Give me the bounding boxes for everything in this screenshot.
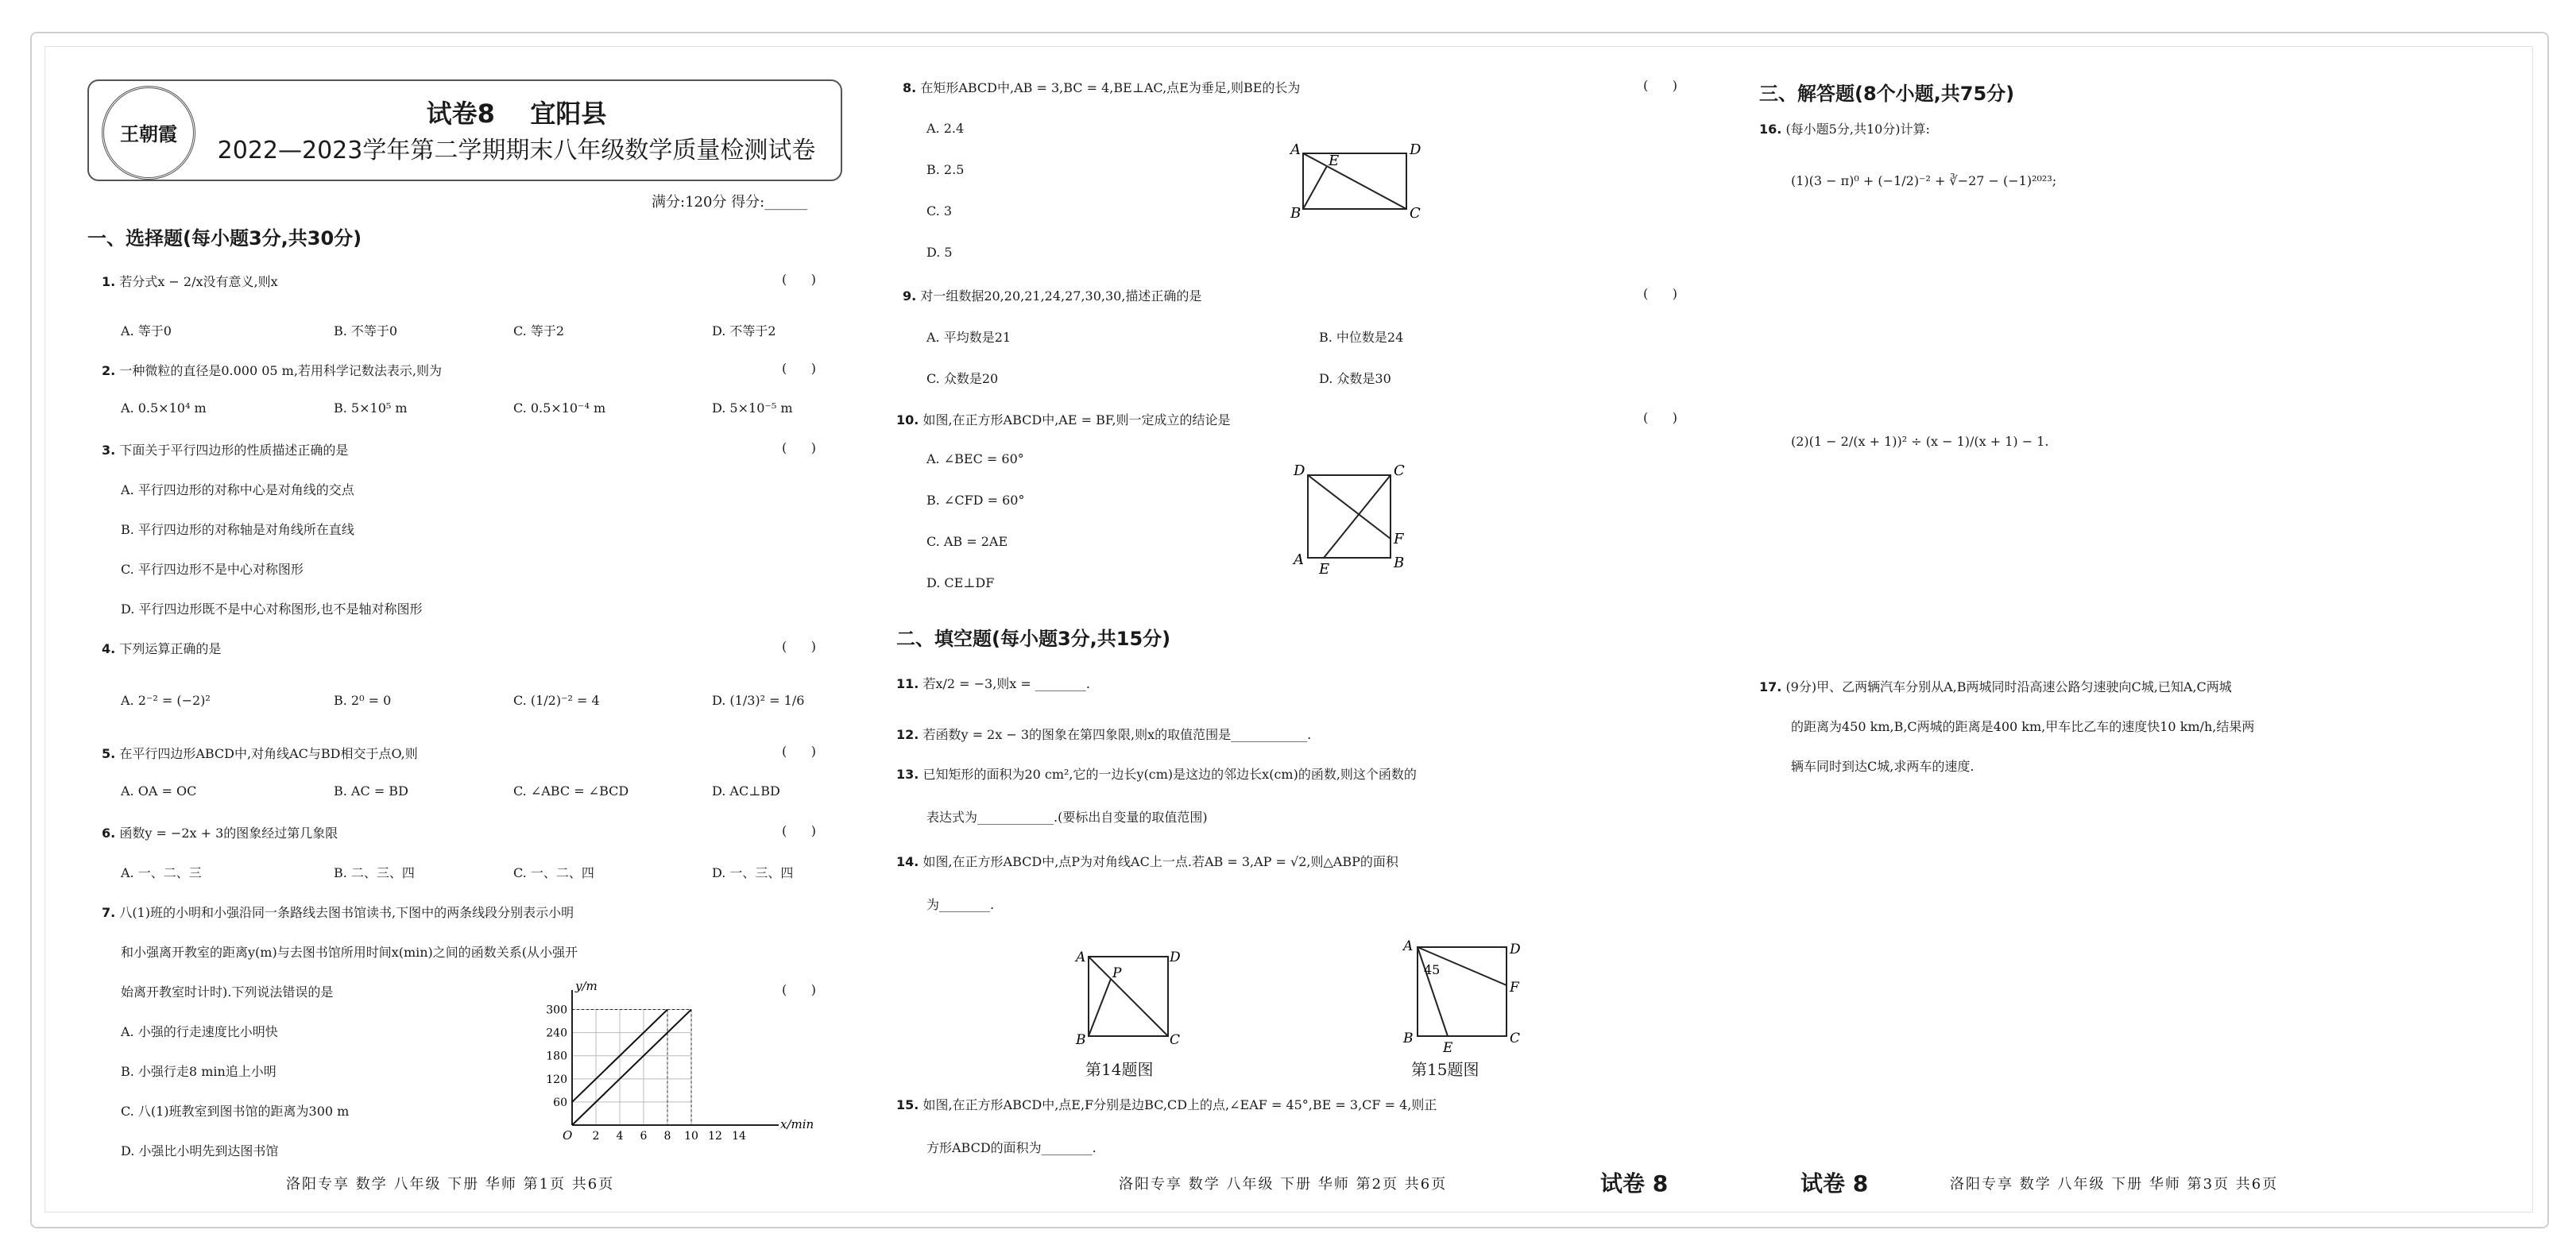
fig14-caption: 第14题图	[1085, 1060, 1154, 1079]
q6-option-c: C. 一、二、四	[513, 865, 594, 880]
q14-square-figure	[1073, 944, 1184, 1047]
chart-x-tick-label: 2	[592, 1130, 600, 1143]
q1-option-a: A. 等于0	[121, 323, 172, 338]
q16-part-1: (1)(3 − π)⁰ + (−1/2)⁻² + ∛−27 − (−1)²⁰²³;	[1791, 173, 2057, 188]
q7-answer-paren: ( )	[782, 982, 816, 997]
q7-distance-time-chart	[540, 979, 814, 1143]
q1-option-c: C. 等于2	[513, 323, 565, 338]
q12-text: 12. 若函数y = 2x − 3的图象在第四象限,则x的取值范围是____________.	[896, 727, 1312, 742]
page-inner-border	[44, 46, 2533, 1213]
chart-x-axis-label: x/min	[780, 1117, 814, 1131]
q14-label-c: C	[1170, 1032, 1181, 1048]
q15-label-d: D	[1510, 942, 1521, 957]
q2-option-a: A. 0.5×10⁴ m	[121, 400, 207, 416]
q2-answer-paren: ( )	[782, 361, 816, 376]
q4-option-a: A. 2⁻² = (−2)²	[121, 693, 211, 708]
q10-label-f: F	[1394, 531, 1404, 547]
q17-line-1: 17. (9分)甲、乙两辆汽车分别从A,B两城同时沿高速公路匀速驶向C城,已知A,C两城	[1759, 679, 2232, 694]
q15-square-figure	[1400, 934, 1527, 1054]
chart-y-axis-label: y/m	[575, 979, 598, 993]
q16-intro: 16. (每小题5分,共10分)计算:	[1759, 122, 1930, 137]
q4-option-b: B. 2⁰ = 0	[334, 693, 392, 708]
q5-option-b: B. AC = BD	[334, 783, 408, 799]
q2-option-d: D. 5×10⁻⁵ m	[712, 400, 793, 416]
page-1-footer: 洛阳专享 数学 八年级 下册 华师 第1页 共6页	[286, 1176, 615, 1193]
q11-text: 11. 若x/2 = −3,则x = ________.	[896, 676, 1090, 691]
trial-label-left: 试卷 8	[1600, 1170, 1669, 1197]
q8-label-b: B	[1290, 205, 1302, 222]
q7-line-1: 7. 八(1)班的小明和小强沿同一条路线去图书馆读书,下图中的两条线段分别表示小明	[102, 905, 574, 920]
q8-option-b: B. 2.5	[926, 162, 965, 177]
q1-option-b: B. 不等于0	[334, 323, 398, 338]
publisher-logo	[102, 86, 195, 180]
q14-label-a: A	[1076, 950, 1086, 965]
page-3-footer: 洛阳专享 数学 八年级 下册 华师 第3页 共6页	[1950, 1176, 2279, 1193]
q15-label-e: E	[1443, 1040, 1453, 1056]
q2-option-b: B. 5×10⁵ m	[334, 400, 408, 416]
chart-x-tick-label: 10	[684, 1130, 698, 1143]
q17-line-3: 辆车同时到达C城,求两车的速度.	[1791, 759, 1975, 774]
chart-y-tick-label: 300	[546, 1004, 567, 1017]
q14-label-d: D	[1170, 950, 1181, 965]
q13-line-1: 13. 已知矩形的面积为20 cm²,它的一边长y(cm)是这边的邻边长x(cm)的函数,则这个函数的	[896, 767, 1417, 782]
q8-label-a: A	[1290, 141, 1301, 158]
chart-y-tick-label: 240	[546, 1027, 567, 1040]
q4-option-d: D. (1/3)² = 1/6	[712, 693, 805, 708]
q9-option-a: A. 平均数是21	[926, 330, 1011, 345]
q10-label-a: A	[1294, 551, 1304, 568]
chart-y-tick-label: 120	[546, 1073, 567, 1086]
q8-label-c: C	[1410, 205, 1421, 222]
q3-option-c: C. 平行四边形不是中心对称图形	[121, 562, 304, 577]
section-1-heading: 一、选择题(每小题3分,共30分)	[87, 227, 362, 249]
q8-rectangle-figure	[1287, 141, 1422, 221]
chart-x-tick-label: 12	[708, 1130, 722, 1143]
q7-option-a: A. 小强的行走速度比小明快	[121, 1024, 278, 1039]
q10-label-d: D	[1294, 462, 1305, 479]
q7-line-3: 始离开教室时计时).下列说法错误的是	[121, 984, 334, 1000]
chart-x-tick-label: 14	[732, 1130, 746, 1143]
chart-y-tick-label: 180	[546, 1050, 567, 1063]
q7-option-c: C. 八(1)班教室到图书馆的距离为300 m	[121, 1104, 350, 1119]
q14-label-b: B	[1076, 1032, 1086, 1048]
q5-stem: 5. 在平行四边形ABCD中,对角线AC与BD相交于点O,则	[102, 746, 418, 761]
trial-label-right: 试卷 8	[1800, 1170, 1869, 1197]
fig15-caption: 第15题图	[1411, 1060, 1479, 1079]
q3-option-a: A. 平行四边形的对称中心是对角线的交点	[121, 482, 354, 497]
q1-option-d: D. 不等于2	[712, 323, 776, 338]
q7-line-2: 和小强离开教室的距离y(m)与去图书馆所用时间x(min)之间的函数关系(从小强开	[121, 945, 578, 960]
q10-square-figure	[1290, 459, 1418, 578]
chart-x-tick-label: 4	[616, 1130, 624, 1143]
chart-x-tick-label: 6	[640, 1130, 648, 1143]
q7-option-b: B. 小强行走8 min追上小明	[121, 1064, 277, 1079]
chart-origin-label: O	[563, 1128, 573, 1143]
q3-option-b: B. 平行四边形的对称轴是对角线所在直线	[121, 522, 354, 537]
exam-title: 试卷8 宜阳县	[426, 99, 607, 129]
q15-line-2: 方形ABCD的面积为________.	[926, 1140, 1097, 1155]
q8-option-c: C. 3	[926, 203, 953, 219]
q14-line-1: 14. 如图,在正方形ABCD中,点P为对角线AC上一点.若AB = 3,AP = √2,则△ABP的面积	[896, 854, 1398, 869]
q4-answer-paren: ( )	[782, 639, 816, 654]
q10-label-b: B	[1394, 555, 1405, 571]
q6-option-b: B. 二、三、四	[334, 865, 415, 880]
q4-stem: 4. 下列运算正确的是	[102, 641, 222, 656]
q10-label-c: C	[1394, 462, 1405, 479]
q3-stem: 3. 下面关于平行四边形的性质描述正确的是	[102, 443, 349, 458]
q14-label-p: P	[1112, 965, 1122, 981]
q10-stem: 10. 如图,在正方形ABCD中,AE = BF,则一定成立的结论是	[896, 412, 1231, 427]
exam-subtitle: 2022—2023学年第二学期期末八年级数学质量检测试卷	[217, 137, 816, 164]
section-3-heading: 三、解答题(8个小题,共75分)	[1759, 83, 2015, 105]
q5-option-a: A. OA = OC	[121, 783, 197, 799]
q15-label-a: A	[1403, 938, 1414, 954]
q10-option-c: C. AB = 2AE	[926, 534, 1008, 549]
q3-answer-paren: ( )	[782, 440, 816, 455]
q1-answer-paren: ( )	[782, 272, 816, 287]
page-2-footer: 洛阳专享 数学 八年级 下册 华师 第2页 共6页	[1119, 1176, 1448, 1193]
q6-option-d: D. 一、三、四	[712, 865, 794, 880]
q15-angle-label: 45	[1424, 962, 1441, 977]
q5-answer-paren: ( )	[782, 744, 816, 759]
q15-label-f: F	[1510, 980, 1519, 996]
q9-option-b: B. 中位数是24	[1319, 330, 1404, 345]
q5-option-d: D. AC⊥BD	[712, 783, 780, 799]
score-line: 满分:120分 得分:______	[652, 194, 808, 211]
logo-text: 王朝霞	[120, 122, 177, 145]
q8-answer-paren: ( )	[1643, 78, 1677, 93]
q9-option-d: D. 众数是30	[1319, 371, 1391, 386]
q8-stem: 8. 在矩形ABCD中,AB = 3,BC = 4,BE⊥AC,点E为垂足,则BE的长为	[903, 80, 1301, 95]
q9-option-c: C. 众数是20	[926, 371, 999, 386]
q6-answer-paren: ( )	[782, 823, 816, 838]
q8-label-d: D	[1410, 141, 1421, 158]
q6-stem: 6. 函数y = −2x + 3的图象经过第几象限	[102, 826, 338, 841]
q13-line-2: 表达式为____________.(要标出自变量的取值范围)	[926, 810, 1208, 825]
q8-label-e: E	[1329, 153, 1340, 169]
q15-label-b: B	[1403, 1031, 1414, 1046]
q7-option-d: D. 小强比小明先到达图书馆	[121, 1143, 279, 1158]
q10-label-e: E	[1319, 561, 1330, 578]
q10-option-a: A. ∠BEC = 60°	[926, 451, 1024, 466]
q8-option-d: D. 5	[926, 245, 953, 260]
q9-answer-paren: ( )	[1643, 286, 1677, 301]
q16-part-2: (2)(1 − 2/(x + 1))² ÷ (x − 1)/(x + 1) − 1.	[1791, 434, 2049, 449]
q1-stem: 1. 若分式x − 2/x没有意义,则x	[102, 274, 278, 289]
q6-option-a: A. 一、二、三	[121, 865, 202, 880]
q17-line-2: 的距离为450 km,B,C两城的距离是400 km,甲车比乙车的速度快10 km/h,结果两	[1791, 719, 2255, 734]
q10-option-b: B. ∠CFD = 60°	[926, 493, 1025, 508]
chart-series-line-2	[572, 1010, 691, 1125]
q4-option-c: C. (1/2)⁻² = 4	[513, 693, 600, 708]
q2-stem: 2. 一种微粒的直径是0.000 05 m,若用科学记数法表示,则为	[102, 363, 442, 378]
q10-option-d: D. CE⊥DF	[926, 575, 995, 590]
chart-x-tick-label: 8	[663, 1130, 671, 1143]
q8-option-a: A. 2.4	[926, 121, 965, 136]
q2-option-c: C. 0.5×10⁻⁴ m	[513, 400, 606, 416]
q9-stem: 9. 对一组数据20,20,21,24,27,30,30,描述正确的是	[903, 288, 1202, 304]
q10-answer-paren: ( )	[1643, 410, 1677, 425]
q15-label-c: C	[1510, 1031, 1521, 1046]
q15-line-1: 15. 如图,在正方形ABCD中,点E,F分别是边BC,CD上的点,∠EAF = 45°,BE = 3,CF = 4,则正	[896, 1097, 1437, 1112]
chart-y-tick-label: 60	[553, 1096, 567, 1109]
q14-line-2: 为________.	[926, 897, 995, 912]
section-2-heading: 二、填空题(每小题3分,共15分)	[896, 628, 1171, 650]
q5-option-c: C. ∠ABC = ∠BCD	[513, 783, 629, 799]
q3-option-d: D. 平行四边形既不是中心对称图形,也不是轴对称图形	[121, 601, 423, 617]
